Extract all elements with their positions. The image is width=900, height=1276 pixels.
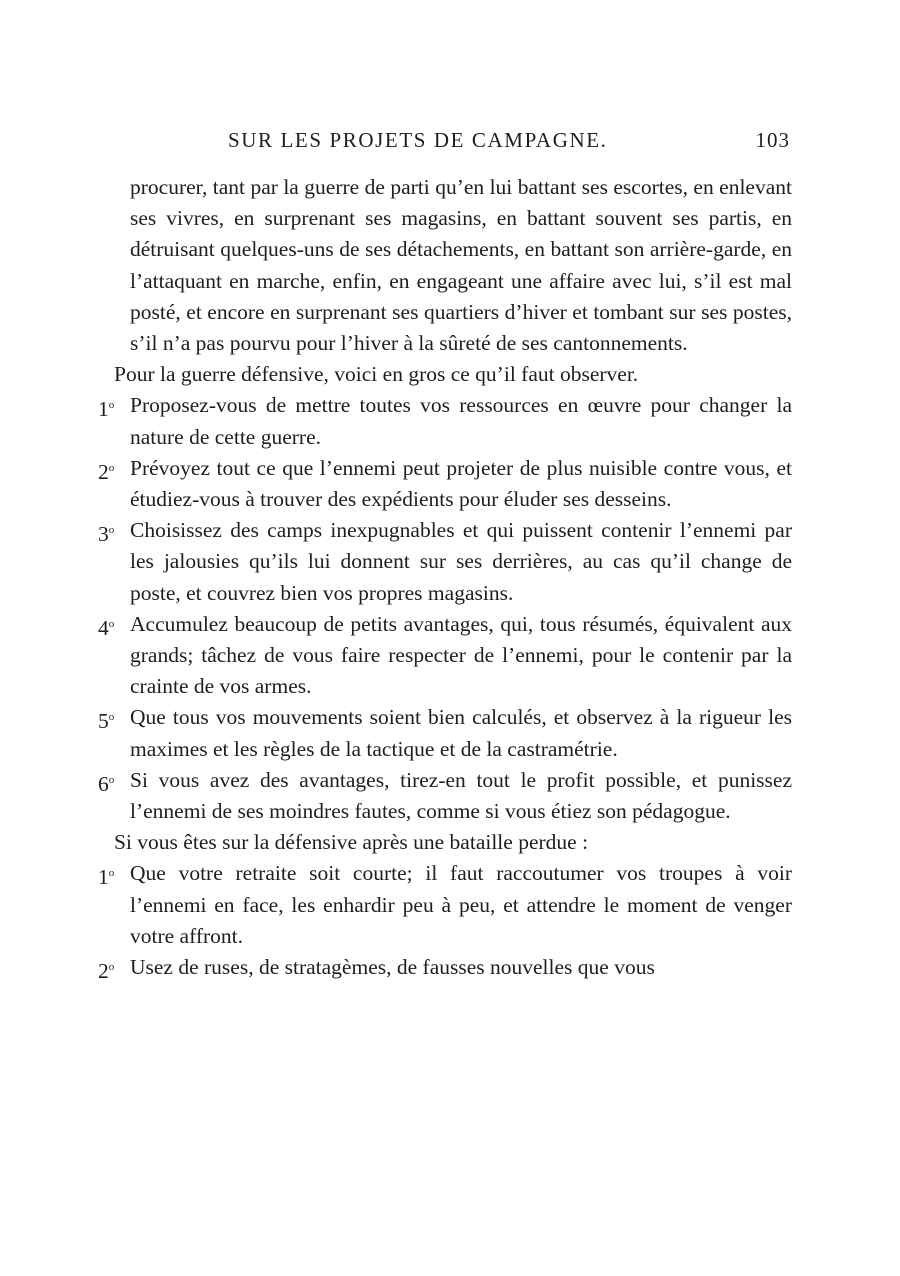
item-number: 3$^o$ (98, 522, 115, 547)
list-item (98, 952, 792, 984)
item-text: Proposez-vous de mettre toutes vos ressources en œuvre pour changer la nature de cette guerre. (130, 393, 792, 449)
page-number: 103 (755, 128, 790, 152)
item-text: Que votre retraite soit courte; il faut raccoutumer vos troupes à voir l’ennemi en face, les enhardir peu à peu, et attendre le moment de venger votre affront. (130, 861, 792, 948)
item-number: 1$^o$ (98, 865, 115, 890)
list-item (98, 702, 792, 764)
item-number: 4$^o$ (98, 615, 115, 640)
intro-paragraph: procurer, tant par la guerre de parti qu’en lui battant ses escortes, en enlevant ses vivres, en surprenant ses magasins, en battant souvent ses partis, en détruisant quelques-uns de ses détachements, en battant son arrière-garde, en l’attaquant en marche, enfin, en engageant une affaire avec lui, s’il est mal posté, et encore en surprenant ses quartiers d’hiver et tombant sur ses postes, s’il n’a pas pourvu pour l’hiver à la sûreté de ses cantonnements. (130, 175, 792, 356)
list-item (98, 390, 792, 452)
list-item (98, 765, 792, 827)
after-defeat-heading: Si vous êtes sur la défensive après une bataille perdue : (114, 830, 589, 855)
item-number: 2$^o$ (98, 459, 115, 484)
item-text: Usez de ruses, de stratagèmes, de fausses nouvelles que vous (130, 955, 655, 980)
item-text: Choisissez des camps inexpugnables et qui puissent contenir l’ennemi par les jalousies qu’ils lui donnent sur ses derrières, au cas qu’il change de poste, et couvrez bien vos propres magasins. (130, 518, 792, 605)
item-number: 1$^o$ (98, 397, 115, 422)
running-title: SUR LES PROJETS DE CAMPAGNE. (228, 128, 608, 152)
list-item (98, 609, 792, 703)
list-item (98, 453, 792, 515)
body-text (98, 172, 792, 984)
list-item (98, 515, 792, 609)
item-text: Accumulez beaucoup de petits avantages, qui, tous résumés, équivalent aux grands; tâchez de vous faire respecter de l’ennemi, pour le contenir par la crainte de vos armes. (130, 611, 792, 699)
item-text: Si vous avez des avantages, tirez-en tout le profit possible, et punissez l’ennemi de ses moindres fautes, comme si vous étiez son pédagogue. (130, 767, 792, 824)
defensive-heading: Pour la guerre défensive, voici en gros ce qu’il faut observer. (114, 362, 639, 387)
item-number: 5$^o$ (98, 709, 115, 734)
item-text: Que tous vos mouvements soient bien calculés, et observez à la rigueur les maximes et les règles de la tactique et de la castramétrie. (130, 705, 792, 761)
running-head (130, 128, 790, 158)
item-number: 6$^o$ (98, 771, 115, 796)
item-number: 2$^o$ (98, 959, 115, 984)
list-item (98, 858, 792, 952)
item-text: Prévoyez tout ce que l’ennemi peut projeter de plus nuisible contre vous, et étudiez-vous à trouver des expédients pour éluder ses desseins. (130, 455, 792, 512)
